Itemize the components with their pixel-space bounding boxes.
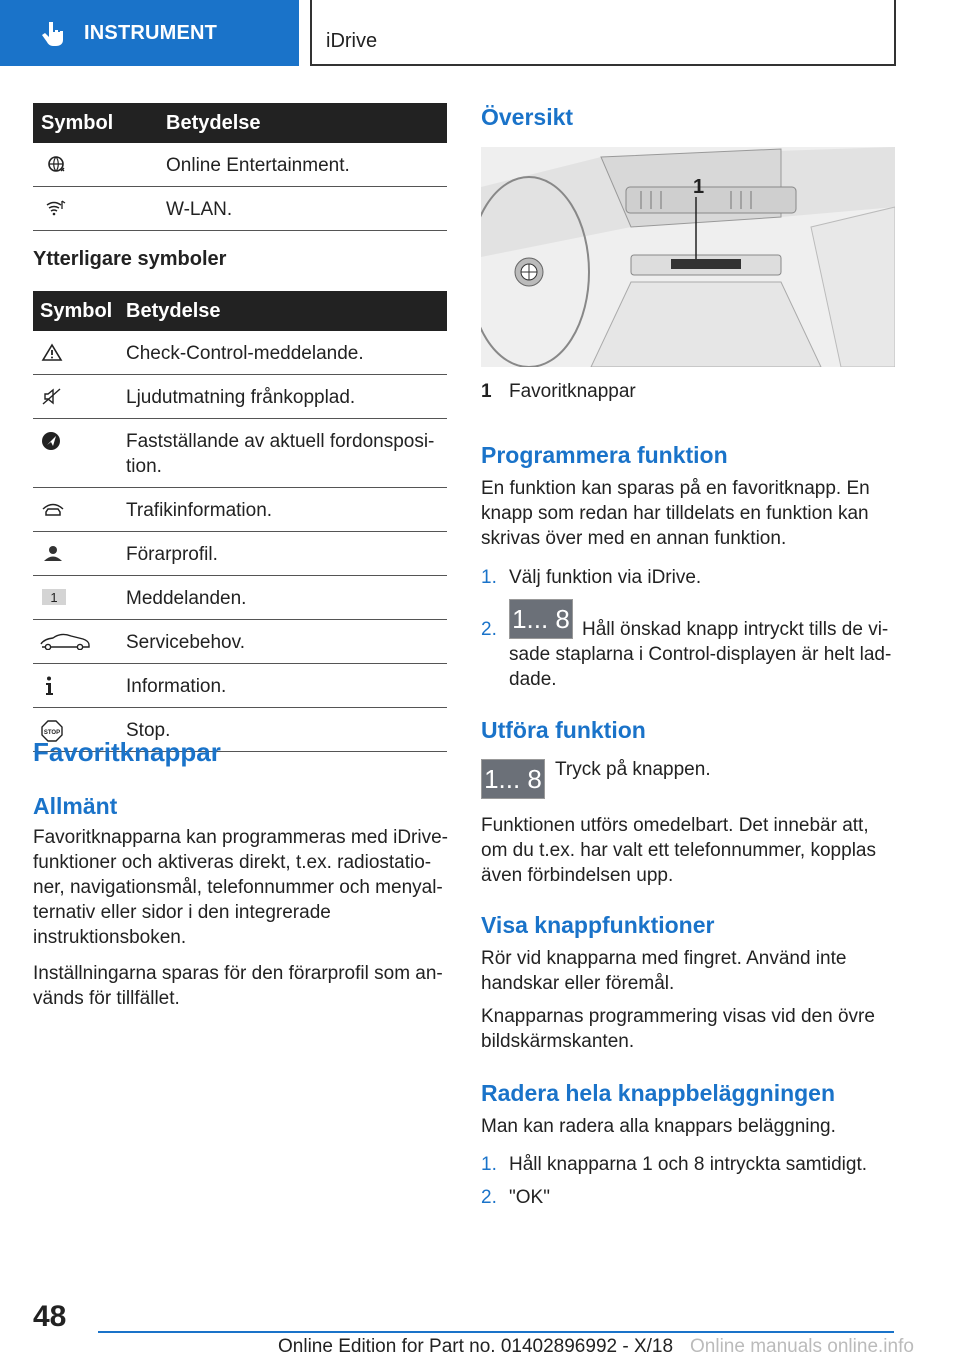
favorite-buttons-image: 1... 8 — [481, 759, 545, 799]
traffic-car-icon — [41, 500, 65, 518]
table-row — [33, 143, 447, 187]
text-line: om du t.ex. har valt ett telefonnummer, kopplas — [481, 840, 876, 861]
step-2-line-1: Håll önskad knapp intryckt tills de vi- — [582, 619, 889, 640]
chapter-label: iDrive — [326, 30, 378, 52]
section-tab — [0, 0, 299, 66]
table-header-row — [33, 291, 447, 331]
execute-text: Tryck på knappen. — [555, 759, 711, 780]
general-title: Allmänt — [33, 793, 118, 819]
speaker-muted-icon — [41, 387, 63, 406]
text-line: Favoritknapparna kan programmeras med iDrive- — [33, 827, 448, 848]
text-line: funktioner och aktiveras direkt, t.ex. radiostatio- — [33, 852, 432, 873]
text-line: handskar eller föremål. — [481, 973, 675, 994]
dashboard-photo — [481, 147, 895, 367]
table-row — [33, 419, 447, 488]
page-number: 48 — [33, 1300, 67, 1333]
position-arrow-icon — [41, 431, 63, 451]
column-header-symbol: Symbol — [33, 291, 126, 331]
edition-text: Online Edition for Part no. 01402896992 - X/18 — [278, 1336, 674, 1357]
execute-title: Utföra funktion — [481, 717, 646, 743]
general-paragraph-1 — [33, 825, 453, 950]
table-row — [33, 576, 447, 620]
favorite-buttons-image: 1... 8 — [509, 599, 573, 639]
table-row — [33, 664, 447, 708]
symbol-table-2 — [33, 291, 447, 752]
section-label: INSTRUMENT — [84, 21, 218, 44]
message-count-text: 1 — [50, 590, 58, 605]
column-header-symbol: Symbol — [33, 103, 166, 143]
wlan-icon — [45, 199, 67, 217]
clear-paragraph: Man kan radera alla knappars beläggning. — [481, 1116, 836, 1137]
dashboard-illustration — [481, 147, 895, 367]
column-header-meaning: Betydelse — [166, 103, 447, 143]
watermark-text: Online manuals online.info — [690, 1336, 914, 1357]
show-functions-title: Visa knappfunktioner — [481, 912, 715, 938]
table-cell-text: Trafikinformation. — [126, 488, 447, 532]
legend-number: 1 — [481, 381, 492, 402]
clear-step-1-text: Håll knapparna 1 och 8 intryckta samtidigt. — [509, 1154, 868, 1175]
table-row — [33, 331, 447, 375]
info-icon — [43, 676, 57, 696]
service-car-icon — [39, 632, 91, 650]
program-title: Programmera funktion — [481, 442, 728, 468]
text-line: bildskärmskanten. — [481, 1031, 635, 1052]
text-line: Knapparnas programmering visas vid den övre — [481, 1006, 875, 1027]
table-header-row — [33, 103, 447, 143]
driver-profile-icon — [41, 544, 65, 562]
warning-triangle-icon — [41, 343, 63, 362]
clear-step-2-number: 2. — [481, 1187, 497, 1208]
table-cell-text: Check-Control-meddelande. — [126, 331, 447, 375]
table-cell-text: Fastställande av aktuell fordonsposi- tion. — [126, 419, 447, 488]
table-row — [33, 532, 447, 576]
step-1-number: 1. — [481, 567, 497, 588]
show-paragraph-1 — [481, 946, 901, 996]
text-line: En funktion kan sparas på en favoritknapp. En — [481, 478, 870, 499]
table-cell-text: Förarprofil. — [126, 532, 447, 576]
column-header-meaning: Betydelse — [126, 291, 447, 331]
table-row — [33, 187, 447, 231]
table-cell-text: Meddelanden. — [126, 576, 447, 620]
general-paragraph-2 — [33, 961, 453, 1011]
chapter-tab — [310, 0, 896, 66]
step-2-line-2: sade staplarna i Control-displayen är helt lad- — [509, 644, 892, 665]
program-paragraph — [481, 476, 901, 551]
extra-symbols-heading: Ytterligare symboler — [33, 248, 227, 270]
hand-pointer-icon — [38, 18, 68, 48]
footer-divider — [98, 1331, 894, 1333]
step-2-number: 2. — [481, 619, 497, 640]
text-line: skrivas över med en annan funktion. — [481, 528, 787, 549]
favorites-title: Favoritknappar — [33, 737, 221, 767]
text-line: ternativ eller sidor i den integrerade — [33, 902, 331, 923]
table-row — [33, 488, 447, 532]
text-line: Rör vid knapparna med fingret. Använd inte — [481, 948, 847, 969]
table-cell-text: Ljudutmatning frånkopplad. — [126, 375, 447, 419]
text-line: Funktionen utförs omedelbart. Det innebär att, — [481, 815, 869, 836]
step-2-line-3: dade. — [509, 669, 557, 690]
symbol-table-1 — [33, 103, 447, 231]
stop-sign-text: STOP — [43, 730, 61, 736]
table-row — [33, 375, 447, 419]
clear-title: Radera hela knappbeläggningen — [481, 1080, 836, 1106]
clear-step-1-number: 1. — [481, 1154, 497, 1175]
text-line: även förbindelsen upp. — [481, 865, 674, 886]
table-row — [33, 620, 447, 664]
photo-callout-number: 1 — [693, 176, 705, 198]
table-cell-text: Information. — [126, 664, 447, 708]
legend-text: Favoritknappar — [509, 381, 636, 402]
table-cell-text: W-LAN. — [166, 187, 447, 231]
execute-paragraph — [481, 813, 901, 888]
table-cell-text: Servicebehov. — [126, 620, 447, 664]
table-cell-text: Stop. — [126, 708, 447, 752]
text-line: ner, navigationsmål, telefonnummer och menyal- — [33, 877, 443, 898]
text-line: knapp som redan har tilldelats en funktion kan — [481, 503, 869, 524]
overview-title: Översikt — [481, 104, 574, 130]
online-entertainment-icon — [45, 155, 67, 173]
step-1-text: Välj funktion via iDrive. — [509, 567, 702, 588]
text-line: instruktionsboken. — [33, 927, 187, 948]
message-count-icon — [41, 588, 67, 606]
show-paragraph-2 — [481, 1004, 901, 1054]
text-line: Inställningarna sparas för den förarprofil som an- — [33, 963, 443, 984]
table-cell-text: Online Entertainment. — [166, 143, 447, 187]
text-line: vänds för tillfället. — [33, 988, 180, 1009]
clear-step-2-text: "OK" — [509, 1187, 550, 1208]
